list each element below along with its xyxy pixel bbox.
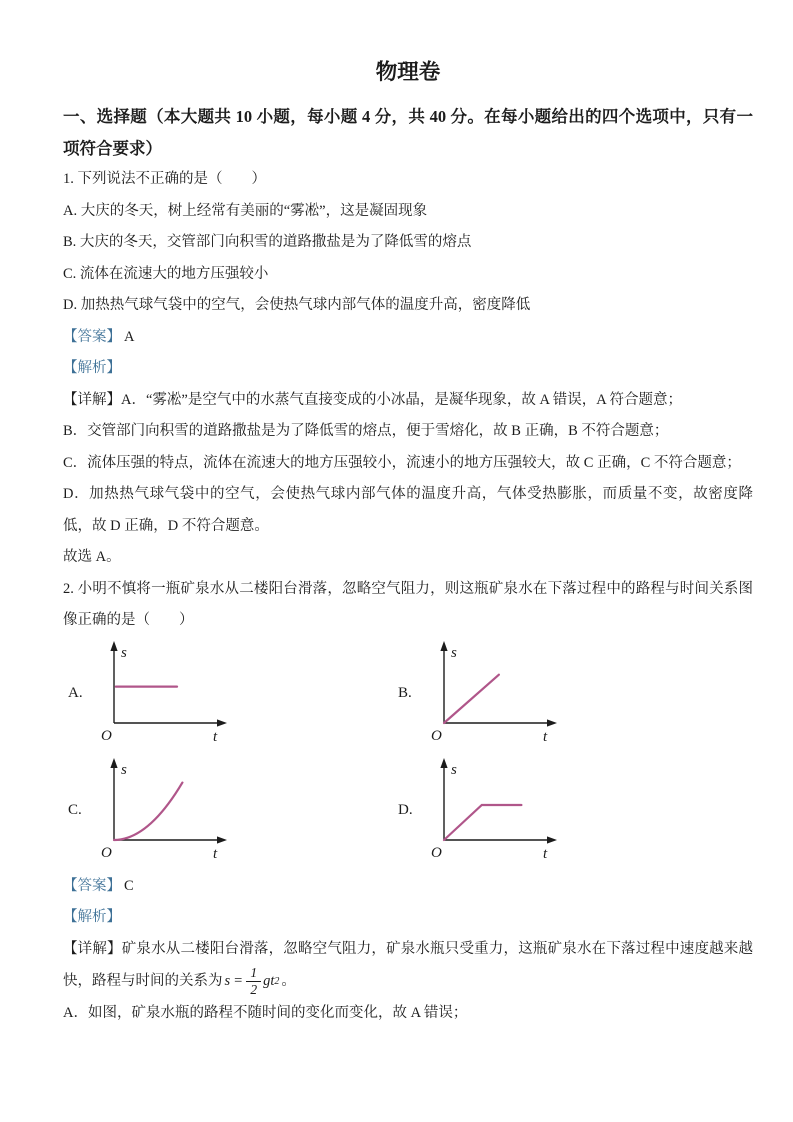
y-axis-arrow-icon — [440, 641, 447, 651]
st-graph-a — [94, 639, 229, 749]
graph-curve — [444, 805, 521, 840]
origin-label: O — [431, 844, 442, 861]
formula-period: 。 — [281, 973, 296, 990]
q1-option-a: A. 大庆的冬天，树上经常有美丽的“雾凇”，这是凝固现象 — [63, 202, 428, 219]
origin-label: O — [101, 844, 112, 861]
analysis-label: 【解析】 — [63, 360, 121, 376]
t-axis-label: t — [543, 845, 548, 862]
s-axis-label: s — [121, 644, 127, 661]
formula-equals: = — [234, 972, 243, 989]
formula-body: gt — [263, 972, 275, 989]
s-axis-label: s — [451, 644, 457, 661]
graph-option-d — [398, 756, 559, 866]
graph-curve — [114, 782, 182, 839]
q2-graphs-row-1 — [63, 639, 753, 749]
option-letter-c: C. — [68, 802, 82, 818]
t-axis-label: t — [543, 728, 548, 745]
q1-stem: 1. 下列说法不正确的是（ ） — [63, 171, 266, 187]
option-letter-d: D. — [398, 802, 413, 818]
q2-analysis-line — [63, 902, 753, 934]
q2-detail-text: 【详解】矿泉水从二楼阳台滑落，忽略空气阻力，矿泉水瓶只受重力，这瓶矿泉水在下落过程中速度越来越快，路程与时间的关系为 — [63, 940, 753, 990]
q1-option-c: C. 流体在流速大的地方压强较小 — [63, 265, 269, 282]
answer-label: 【答案】 — [63, 877, 121, 894]
q2-stem: 2. 小明不慎将一瓶矿泉水从二楼阳台滑落，忽略空气阻力，则这瓶矿泉水在下落过程中的路程与时间关系图像正确的是（ ） — [63, 580, 753, 628]
formula-fraction — [246, 965, 261, 998]
x-axis-arrow-icon — [547, 719, 557, 726]
option-letter-a: A. — [68, 685, 83, 701]
formula-lhs: s — [224, 972, 231, 989]
q2-graphs-row-2 — [63, 756, 753, 866]
origin-label: O — [101, 727, 112, 744]
option-letter-b: B. — [398, 685, 412, 701]
falling-distance-formula: s = $\frac{1}{2}$ gt 2 — [224, 965, 280, 998]
graph-option-a — [63, 639, 398, 749]
st-graph-d — [424, 756, 559, 866]
answer-label: 【答案】 — [63, 328, 121, 345]
q2-detail-a: A．如图，矿泉水瓶的路程不随时间的变化而变化，故 A 错误； — [63, 1005, 468, 1022]
q1-option-d: D. 加热热气球气袋中的空气，会使热气球内部气体的温度升高，密度降低 — [63, 297, 531, 313]
answer-value: C — [124, 877, 134, 894]
st-graph-c — [94, 756, 229, 866]
q1-detail-b: B．交管部门向积雪的道路撒盐是为了降低雪的熔点，便于雪熔化，故 B 正确，B 不符合题意； — [63, 423, 669, 439]
section-header: 一、选择题（本大题共 10 小题，每小题 4 分，共 40 分。在每小题给出的四个选项中，只有一项符合要求） — [63, 107, 753, 158]
q1-detail-c: C．流体压强的特点，流体在流速大的地方压强较小，流速小的地方压强较大，故 C 正确，C 不符合题意； — [63, 454, 741, 471]
q1-detail-a: 【详解】A．“雾凇”是空气中的水蒸气直接变成的小冰晶，是凝华现象，故 A 错误，A 符合题意； — [63, 391, 683, 408]
q1-verdict: 故选 A。 — [63, 549, 121, 565]
q1-detail-d: D．加热热气球气袋中的空气，会使热气球内部气体的温度升高，气体受热膨胀，而质量不变，故密度降低，故 D 正确，D 不符合题意。 — [63, 486, 753, 534]
t-axis-label: t — [213, 845, 218, 862]
q2-answer-line — [63, 871, 753, 903]
y-axis-arrow-icon — [110, 758, 117, 768]
q1-answer-line — [63, 322, 753, 354]
st-graph-b — [424, 639, 559, 749]
x-axis-arrow-icon — [547, 836, 557, 843]
x-axis-arrow-icon — [217, 836, 227, 843]
q1-analysis-line — [63, 353, 753, 385]
s-axis-label: s — [451, 761, 457, 778]
graph-option-c — [63, 756, 398, 866]
fraction-denominator: 2 — [246, 981, 261, 998]
origin-label: O — [431, 727, 442, 744]
graph-curve — [444, 674, 499, 722]
y-axis-arrow-icon — [110, 641, 117, 651]
answer-value: A — [124, 328, 135, 345]
page-title: 物理卷 — [375, 60, 441, 84]
s-axis-label: s — [121, 761, 127, 778]
x-axis-arrow-icon — [217, 719, 227, 726]
fraction-numerator: 1 — [250, 965, 258, 980]
graph-option-b — [398, 639, 559, 749]
analysis-label: 【解析】 — [63, 909, 121, 925]
t-axis-label: t — [213, 728, 218, 745]
q2-detail-intro — [63, 934, 753, 999]
q1-option-b: B. 大庆的冬天，交管部门向积雪的道路撒盐是为了降低雪的熔点 — [63, 234, 472, 250]
y-axis-arrow-icon — [440, 758, 447, 768]
